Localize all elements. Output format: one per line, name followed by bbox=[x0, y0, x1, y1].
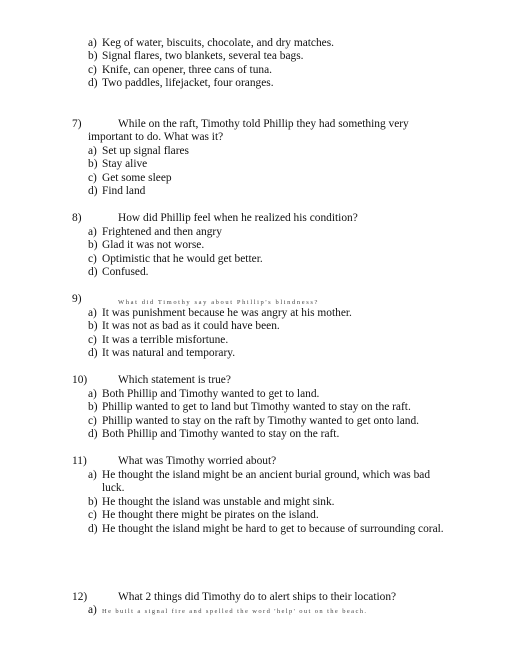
q6-option-b: b) Signal flares, two blankets, several tea bags. bbox=[88, 50, 304, 62]
q8-option-a: a) Frightened and then angry bbox=[88, 226, 222, 238]
q11-option-b: b) He thought the island was unstable and might sink. bbox=[88, 496, 335, 508]
q10-option-b: b) Phillip wanted to get to land but Timothy wanted to stay on the raft. bbox=[88, 401, 411, 413]
q8-text: How did Phillip feel when he realized his condition? bbox=[118, 212, 358, 224]
q7-text-continued: important to do. What was it? bbox=[88, 131, 224, 143]
q8-option-d: d) Confused. bbox=[88, 266, 149, 278]
q9-option-c: c) It was a terrible misfortune. bbox=[88, 334, 229, 346]
q11-option-a-continued: luck. bbox=[102, 482, 125, 494]
q9-option-a: a) It was punishment because he was angry at his mother. bbox=[88, 307, 352, 319]
q10-text: Which statement is true? bbox=[118, 374, 231, 386]
q9-text: What did Timothy say about Phillip's blindness? bbox=[118, 299, 319, 306]
q10-option-c: c) Phillip wanted to stay on the raft by Timothy wanted to get onto land. bbox=[88, 415, 420, 427]
q6-option-a: a) Keg of water, biscuits, chocolate, and dry matches. bbox=[88, 37, 335, 49]
q9-option-b: b) It was not as bad as it could have been. bbox=[88, 320, 280, 332]
q11-option-d: d) He thought the island might be hard to get to because of surrounding coral. bbox=[88, 523, 444, 535]
q11-option-c: c) He thought there might be pirates on the island. bbox=[88, 509, 319, 521]
q9-option-d: d) It was natural and temporary. bbox=[88, 347, 236, 359]
q11-text: What was Timothy worried about? bbox=[118, 455, 277, 467]
q8-option-c: c) Optimistic that he would get better. bbox=[88, 253, 263, 265]
q7-option-a: a) Set up signal flares bbox=[88, 145, 189, 157]
q7-number: 7) bbox=[72, 118, 82, 130]
q10-option-d: d) Both Phillip and Timothy wanted to stay on the raft. bbox=[88, 428, 340, 440]
q11-option-a: a) He thought the island might be an ancient burial ground, which was bad bbox=[88, 469, 431, 481]
q10-number: 10) bbox=[72, 374, 88, 386]
q8-option-b: b) Glad it was not worse. bbox=[88, 239, 205, 251]
q12-text: What 2 things did Timothy do to alert ships to their location? bbox=[118, 591, 397, 603]
q6-option-c: c) Knife, can opener, three cans of tuna. bbox=[88, 64, 273, 76]
q10-option-a: a) Both Phillip and Timothy wanted to get to land. bbox=[88, 388, 320, 400]
q11-number: 11) bbox=[72, 455, 87, 467]
q9-number: 9) bbox=[72, 293, 82, 305]
q7-option-c: c) Get some sleep bbox=[88, 172, 172, 184]
q12-number: 12) bbox=[72, 591, 88, 603]
q6-option-d: d) Two paddles, lifejacket, four oranges. bbox=[88, 77, 274, 89]
q12-option-a: a) He built a signal fire and spelled the word 'help' out on the beach. bbox=[88, 604, 368, 616]
q8-number: 8) bbox=[72, 212, 82, 224]
q7-option-b: b) Stay alive bbox=[88, 158, 148, 170]
q7-text: While on the raft, Timothy told Phillip they had something very bbox=[118, 118, 409, 130]
q7-option-d: d) Find land bbox=[88, 185, 146, 197]
